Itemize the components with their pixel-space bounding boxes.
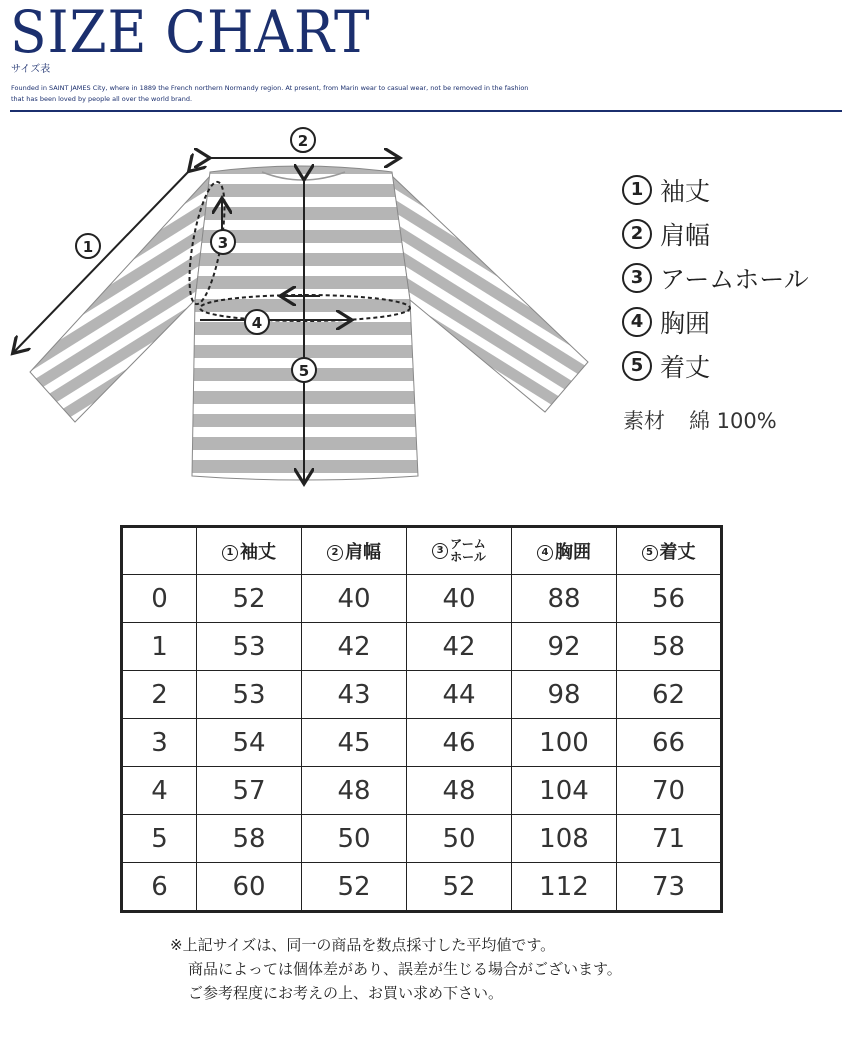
legend-item <box>622 212 809 256</box>
measurement-cell: 88 <box>512 575 617 623</box>
measurement-cell: 43 <box>302 671 407 719</box>
table-row <box>122 575 722 623</box>
marker-5 <box>292 358 316 382</box>
measurement-cell: 53 <box>197 623 302 671</box>
table-row <box>122 863 722 912</box>
measurement-cell: 45 <box>302 719 407 767</box>
measurement-cell: 71 <box>617 815 722 863</box>
table-row <box>122 671 722 719</box>
legend-number: 3 <box>622 263 652 293</box>
header-sleeve: 1 袖丈 <box>197 527 302 575</box>
measurement-cell: 50 <box>407 815 512 863</box>
marker-3 <box>211 230 235 254</box>
measurement-cell: 98 <box>512 671 617 719</box>
measurement-legend <box>622 168 809 388</box>
measurement-cell: 48 <box>302 767 407 815</box>
measurement-cell: 62 <box>617 671 722 719</box>
measurement-cell: 54 <box>197 719 302 767</box>
measurement-cell: 46 <box>407 719 512 767</box>
size-label: 0 <box>122 575 197 623</box>
right-sleeve <box>392 176 588 412</box>
measurement-cell: 52 <box>407 863 512 912</box>
legend-label: 着丈 <box>660 353 711 382</box>
legend-item <box>622 168 809 212</box>
brand-tagline: Founded in SAINT JAMES City, where in 1889 the French northern Normandy region. At present, from Marin wear to casual wear, not be removed in the fashion that has been loved by people all over the world brand. <box>11 84 529 103</box>
measurement-cell: 112 <box>512 863 617 912</box>
legend-label: 胸囲 <box>660 309 711 338</box>
measurement-cell: 44 <box>407 671 512 719</box>
measurement-cell: 53 <box>197 671 302 719</box>
header-length: 5 着丈 <box>617 527 722 575</box>
legend-item <box>622 344 809 388</box>
note-line: ※上記サイズは、同一の商品を数点採寸した平均値です。 <box>170 936 556 954</box>
marker-2 <box>291 128 315 152</box>
measurement-cell: 100 <box>512 719 617 767</box>
measurement-cell: 50 <box>302 815 407 863</box>
measurement-cell: 48 <box>407 767 512 815</box>
measurement-cell: 60 <box>197 863 302 912</box>
measurement-cell: 42 <box>407 623 512 671</box>
measurement-cell: 104 <box>512 767 617 815</box>
header-armhole: 3 アーム ホール <box>407 527 512 575</box>
legend-number: 4 <box>622 307 652 337</box>
table-row <box>122 767 722 815</box>
measurement-cell: 73 <box>617 863 722 912</box>
table-header-row <box>122 527 722 575</box>
size-label: 6 <box>122 863 197 912</box>
size-label: 2 <box>122 671 197 719</box>
table-row <box>122 719 722 767</box>
svg-text:1: 1 <box>82 238 94 256</box>
measurement-cell: 58 <box>617 623 722 671</box>
header-chest: 4 胸囲 <box>512 527 617 575</box>
note-line: 商品によっては個体差があり、誤差が生じる場合がございます。 <box>188 960 622 978</box>
page-subtitle: サイズ表 <box>11 64 51 75</box>
table-corner <box>122 527 197 575</box>
measurement-cell: 92 <box>512 623 617 671</box>
legend-label: 肩幅 <box>660 221 711 250</box>
size-label: 5 <box>122 815 197 863</box>
measurement-cell: 56 <box>617 575 722 623</box>
measurement-cell: 40 <box>407 575 512 623</box>
left-sleeve <box>30 176 210 422</box>
measurement-cell: 58 <box>197 815 302 863</box>
shirt-illustration <box>0 115 600 495</box>
svg-text:2: 2 <box>297 132 309 150</box>
material-label: 素材 <box>623 409 665 433</box>
legend-number: 2 <box>622 219 652 249</box>
legend-item <box>622 256 809 300</box>
measurement-cell: 57 <box>197 767 302 815</box>
measurement-cell: 52 <box>197 575 302 623</box>
material-value: 綿 100% <box>689 409 777 433</box>
note-line: ご参考程度にお考えの上、お買い求め下さい。 <box>188 984 504 1002</box>
size-label: 1 <box>122 623 197 671</box>
table-row <box>122 623 722 671</box>
material-info <box>623 405 777 435</box>
marker-4 <box>245 310 269 334</box>
measurement-cell: 52 <box>302 863 407 912</box>
size-label: 3 <box>122 719 197 767</box>
legend-number: 5 <box>622 351 652 381</box>
legend-label: 袖丈 <box>660 177 711 206</box>
page-title: SIZE CHART <box>10 0 371 66</box>
svg-text:3: 3 <box>217 234 229 252</box>
header-shoulder: 2 肩幅 <box>302 527 407 575</box>
legend-item <box>622 300 809 344</box>
legend-number: 1 <box>622 175 652 205</box>
header-divider <box>10 110 842 112</box>
marker-1 <box>76 234 100 258</box>
svg-text:5: 5 <box>298 362 310 380</box>
size-table <box>120 525 723 913</box>
measurement-cell: 108 <box>512 815 617 863</box>
table-row <box>122 815 722 863</box>
legend-label: アームホール <box>660 265 809 294</box>
measurement-cell: 40 <box>302 575 407 623</box>
measurement-cell: 66 <box>617 719 722 767</box>
measurement-notes <box>170 933 622 1005</box>
size-label: 4 <box>122 767 197 815</box>
svg-text:4: 4 <box>251 314 263 332</box>
measurement-cell: 70 <box>617 767 722 815</box>
measurement-cell: 42 <box>302 623 407 671</box>
